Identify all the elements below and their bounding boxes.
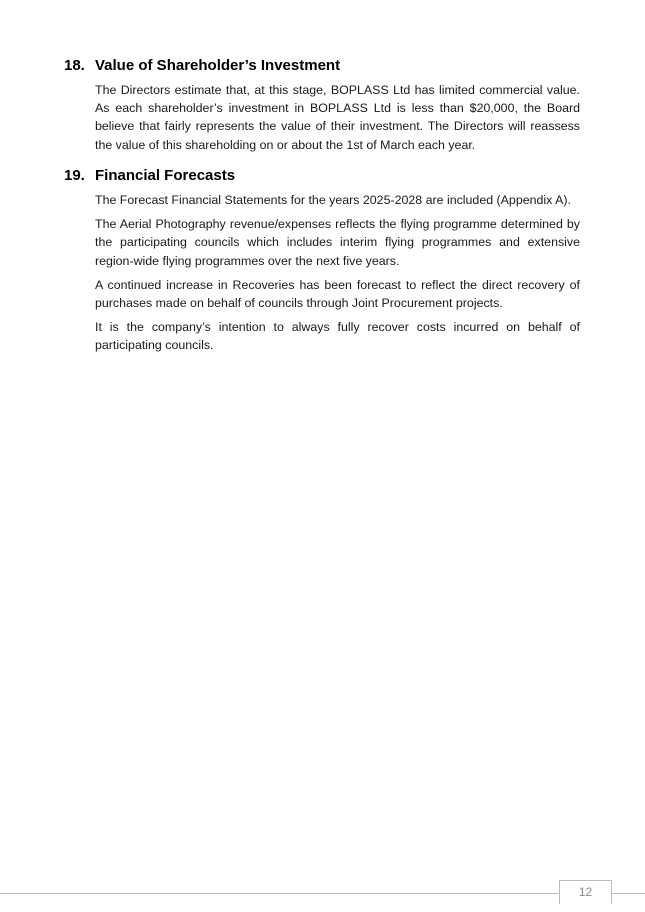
section-number: 19. (64, 167, 85, 184)
section-number: 18. (64, 57, 85, 74)
section-19 (0, 167, 645, 355)
footer-divider (612, 893, 645, 894)
section-18 (0, 57, 645, 154)
paragraph: The Aerial Photography revenue/expenses reflects the flying programme determined by the participating councils which includes interim flying programmes and extensive region-wide flying programmes over the next five years. (95, 217, 580, 268)
section-title: Financial Forecasts (95, 167, 236, 184)
section-heading (0, 167, 645, 191)
paragraph: It is the company’s intention to always fully recover costs incurred on behalf of participating councils. (95, 320, 580, 353)
paragraph: The Forecast Financial Statements for the years 2025-2028 are included (Appendix A). (95, 193, 571, 207)
paragraph: A continued increase in Recoveries has been forecast to reflect the direct recovery of purchases made on behalf of councils through Joint Procurement projects. (95, 277, 580, 311)
page-number: 12 (559, 880, 612, 904)
paragraph: The Directors estimate that, at this stage, BOPLASS Ltd has limited commercial value. As each shareholder’s investment in BOPLASS Ltd is less than $20,000, the Board believe that fairly represents the value of their investment. The Directors will reassess the value of this shareholding on or about the 1st of March each year. (95, 83, 580, 152)
section-heading (0, 57, 645, 81)
footer-divider (0, 893, 559, 894)
section-title: Value of Shareholder’s Investment (95, 57, 341, 74)
